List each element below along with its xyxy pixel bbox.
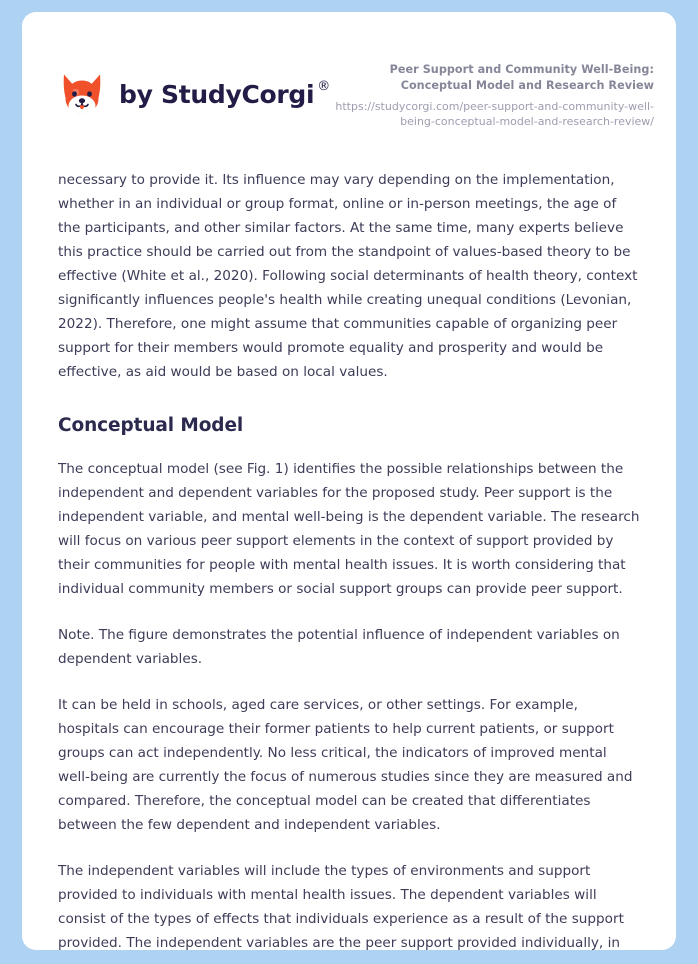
- paragraph-variables-definition: The independent variables will include the types of environments and support provided to individuals with mental health issues. The dependent variables will consist of the types of effects that individuals experience as a result of the support provided. The independent variables are the peer support provided individually, in: [58, 863, 624, 950]
- paragraph-settings-examples: It can be held in schools, aged care services, or other settings. For example, hospitals can encourage their former patients to help current patients, or support groups can act independently. No less critical, the indicators of improved mental well-being are currently the focus of numerous studies since they are measured and compared. Therefore, the conceptual model can be created that differentiates between the few dependent and independent variables.: [58, 696, 633, 834]
- header-document-meta: [327, 60, 654, 130]
- document-url[interactable]: https://studycorgi.com/peer-support-and-community-well-being-conceptual-model-and-research-review/: [335, 99, 654, 129]
- heading-conceptual-model: Conceptual Model: [58, 415, 244, 437]
- paragraph-figure-note: Note. The figure demonstrates the potential influence of independent variables on dependent variables.: [58, 626, 620, 667]
- document-page-card: [22, 12, 676, 950]
- brand-wordmark: [119, 78, 330, 109]
- corgi-head-icon: [58, 70, 106, 118]
- brand-name-text: by StudyCorgi: [119, 79, 315, 109]
- paragraph-conceptual-model-intro: The conceptual model (see Fig. 1) identifies the possible relationships between the independent and dependent variables for the proposed study. Peer support is the independent variable, and mental well-being is the dependent variable. The research will focus on various peer support elements in the context of support provided by their communities for people with mental health issues. It is worth considering that individual community members or social support groups can provide peer support.: [58, 460, 640, 597]
- document-body: [22, 168, 676, 950]
- document-header: [22, 12, 676, 130]
- brand-logo-group[interactable]: [58, 60, 330, 118]
- registered-mark-icon: ®: [317, 78, 330, 94]
- document-title: Peer Support and Community Well-Being: Conceptual Model and Research Review: [389, 63, 654, 92]
- paragraph-influence-factors: necessary to provide it. Its influence may vary depending on the implementation, whether in an individual or group format, online or in-person meetings, the age of the participants, and other similar factors. At the same time, many experts believe this practice should be carried out from the standpoint of values-based theory to be effective (White et al., 2020). Following social determinants of health theory, context significantly influences people's health while creating unequal conditions (Levonian, 2022). Therefore, one might assume that communities capable of organizing peer support for their members would promote equality and prosperity and would be effective, as aid would be based on local values.: [58, 172, 638, 381]
